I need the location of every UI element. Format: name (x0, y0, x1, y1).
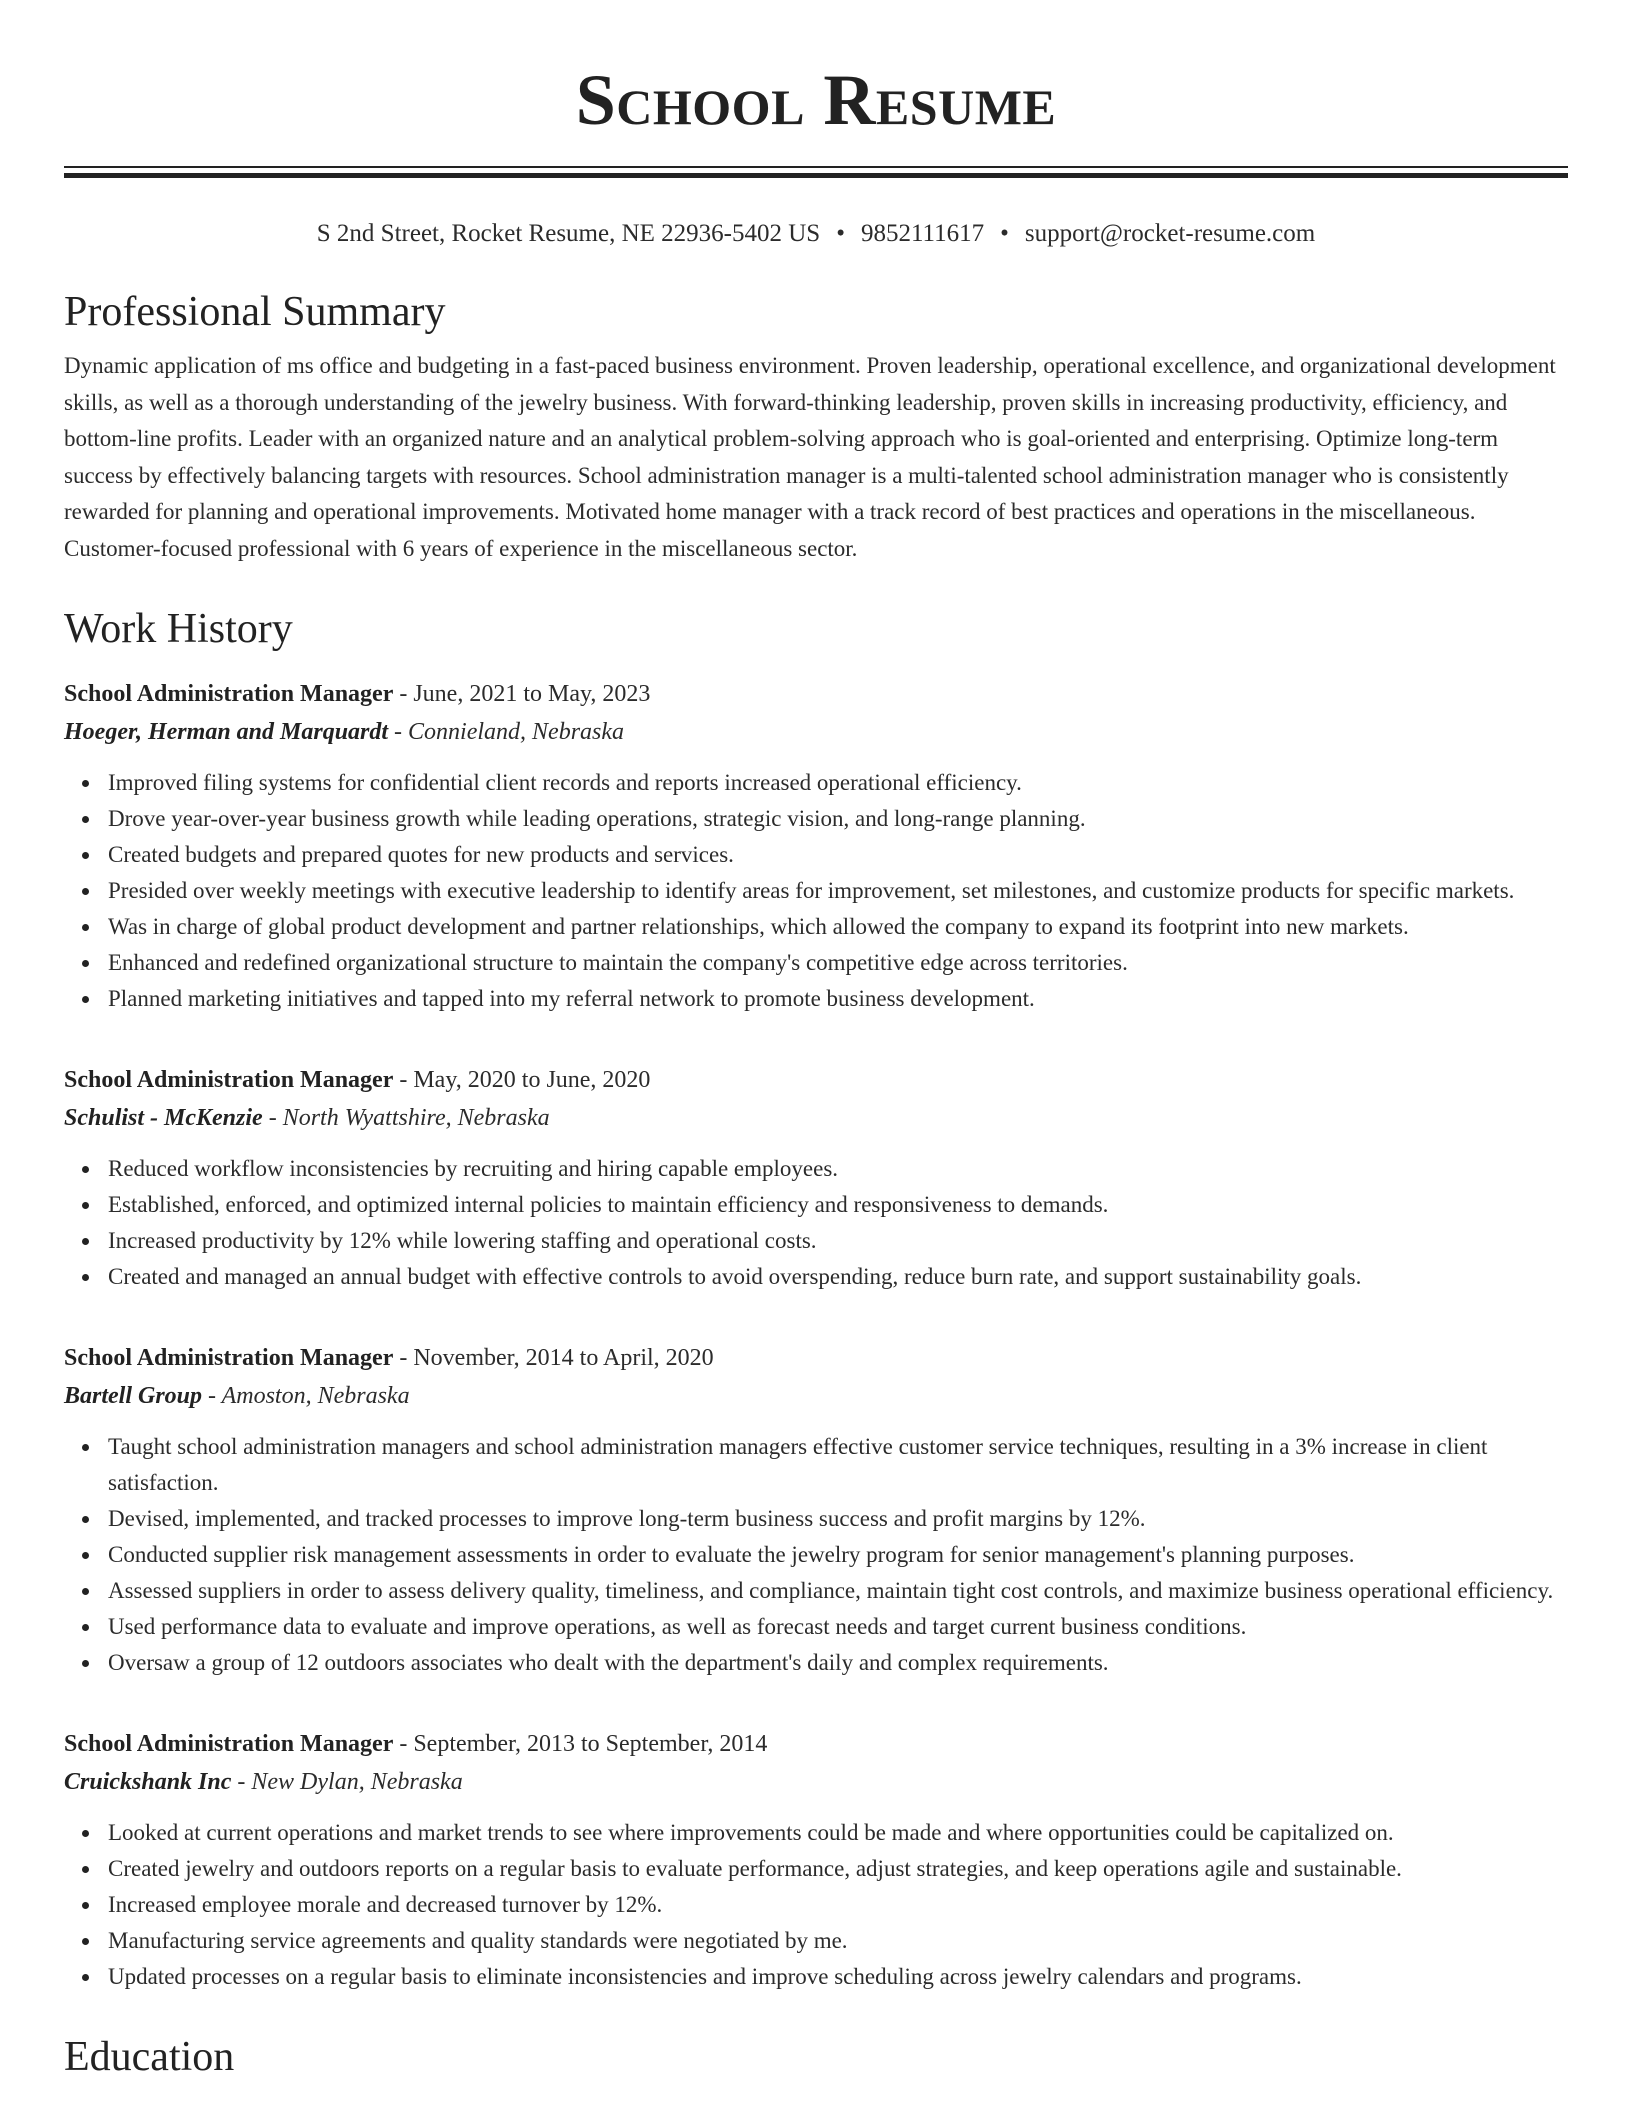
job-bullet: Enhanced and redefined organizational structure to maintain the company's competitive edge across territories. (108, 945, 1568, 981)
job-bullets (64, 1429, 1568, 1681)
job-bullet: Created jewelry and outdoors reports on a regular basis to evaluate performance, adjust strategies, and keep operations agile and sustainable. (108, 1851, 1568, 1887)
job-company: Hoeger, Herman and Marquardt (64, 719, 389, 745)
contact-email: support@rocket-resume.com (1024, 220, 1316, 247)
contact-separator: • (1000, 220, 1009, 247)
job-bullet: Oversaw a group of 12 outdoors associates who dealt with the department's daily and complex requirements. (108, 1645, 1568, 1681)
job-bullet: Conducted supplier risk management assessments in order to evaluate the jewelry program for senior management's planning purposes. (108, 1537, 1568, 1573)
job-bullet: Manufacturing service agreements and quality standards were negotiated by me. (108, 1923, 1568, 1959)
job-entry (64, 1339, 1568, 1681)
job-title: School Administration Manager (64, 1345, 394, 1371)
job-bullets (64, 765, 1568, 1017)
job-entry (64, 1061, 1568, 1295)
job-bullet: Taught school administration managers and school administration managers effective customer service techniques, resulting in a 3% increase in client satisfaction. (108, 1429, 1568, 1501)
job-bullet: Reduced workflow inconsistencies by recruiting and hiring capable employees. (108, 1151, 1568, 1187)
education-heading: Education (64, 2034, 235, 2080)
contact-line (64, 218, 1568, 250)
job-bullet: Assessed suppliers in order to assess delivery quality, timeliness, and compliance, maintain tight cost controls, and maximize business operational efficiency. (108, 1573, 1568, 1609)
job-title: School Administration Manager (64, 1067, 394, 1093)
job-bullet: Used performance data to evaluate and improve operations, as well as forecast needs and target current business conditions. (108, 1609, 1568, 1645)
job-company-line (64, 1099, 1568, 1137)
work-history-heading: Work History (64, 606, 293, 652)
job-dates: - September, 2013 to September, 2014 (393, 1731, 768, 1757)
job-location: - North Wyattshire, Nebraska (262, 1105, 550, 1131)
contact-phone: 9852111617 (860, 220, 985, 247)
job-bullet: Increased employee morale and decreased turnover by 12%. (108, 1887, 1568, 1923)
job-location: - Connieland, Nebraska (388, 719, 625, 745)
job-company-line (64, 1377, 1568, 1415)
summary-heading: Professional Summary (64, 289, 446, 335)
job-entry (64, 1725, 1568, 1995)
job-title-line (64, 675, 1568, 713)
job-dates: - November, 2014 to April, 2020 (393, 1345, 714, 1371)
job-bullet: Devised, implemented, and tracked processes to improve long-term business success and profit margins by 12%. (108, 1501, 1568, 1537)
job-bullet: Planned marketing initiatives and tapped into my referral network to promote business development. (108, 981, 1568, 1017)
job-entry (64, 675, 1568, 1017)
job-bullet: Drove year-over-year business growth while leading operations, strategic vision, and long-range planning. (108, 801, 1568, 837)
contact-separator: • (836, 220, 845, 247)
job-title-line (64, 1339, 1568, 1377)
job-company: Bartell Group (64, 1383, 203, 1409)
job-title-line (64, 1061, 1568, 1099)
contact-address: S 2nd Street, Rocket Resume, NE 22936-5402 US (316, 220, 821, 247)
job-bullet: Established, enforced, and optimized internal policies to maintain efficiency and responsiveness to demands. (108, 1187, 1568, 1223)
job-bullet: Improved filing systems for confidential client records and reports increased operational efficiency. (108, 765, 1568, 801)
job-bullet: Created budgets and prepared quotes for new products and services. (108, 837, 1568, 873)
job-dates: - June, 2021 to May, 2023 (393, 681, 651, 707)
job-company-line (64, 1763, 1568, 1801)
job-title: School Administration Manager (64, 681, 394, 707)
job-bullets (64, 1815, 1568, 1995)
job-bullet: Looked at current operations and market trends to see where improvements could be made and where opportunities could be capitalized on. (108, 1815, 1568, 1851)
job-title: School Administration Manager (64, 1731, 394, 1757)
resume-content (64, 60, 1568, 2093)
job-company: Cruickshank Inc (64, 1769, 232, 1795)
job-title-line (64, 1725, 1568, 1763)
job-company: Schulist - McKenzie (64, 1105, 263, 1131)
job-bullet: Was in charge of global product development and partner relationships, which allowed the company to expand its footprint into new markets. (108, 909, 1568, 945)
job-bullet: Presided over weekly meetings with executive leadership to identify areas for improvement, set milestones, and customize products for specific markets. (108, 873, 1568, 909)
job-company-line (64, 713, 1568, 751)
resume-title: School Resume (575, 60, 1057, 140)
job-bullet: Increased productivity by 12% while lowering staffing and operational costs. (108, 1223, 1568, 1259)
title-divider (64, 166, 1568, 178)
job-dates: - May, 2020 to June, 2020 (393, 1067, 651, 1093)
job-bullets (64, 1151, 1568, 1295)
job-location: - New Dylan, Nebraska (231, 1769, 463, 1795)
job-bullet: Updated processes on a regular basis to eliminate inconsistencies and improve scheduling across jewelry calendars and programs. (108, 1959, 1568, 1995)
job-bullet: Created and managed an annual budget with effective controls to avoid overspending, reduce burn rate, and support sustainability goals. (108, 1259, 1568, 1295)
summary-text: Dynamic application of ms office and budgeting in a fast-paced business environment. Proven leadership, operational excellence, and organizational development skills, as well as a thorough understanding of the jewelry business. With forward-thinking leadership, proven skills in increasing productivity, efficiency, and bottom-line profits. Leader with an organized nature and an analytical problem-solving approach who is goal-oriented and enterprising. Optimize long-term success by effectively balancing targets with resources. School administration manager is a multi-talented school administration manager who is consistently rewarded for planning and operational improvements. Motivated home manager with a track record of best practices and operations in the miscellaneous. Customer-focused professional with 6 years of experience in the miscellaneous sector. (64, 353, 1556, 561)
job-location: - Amoston, Nebraska (202, 1383, 410, 1409)
